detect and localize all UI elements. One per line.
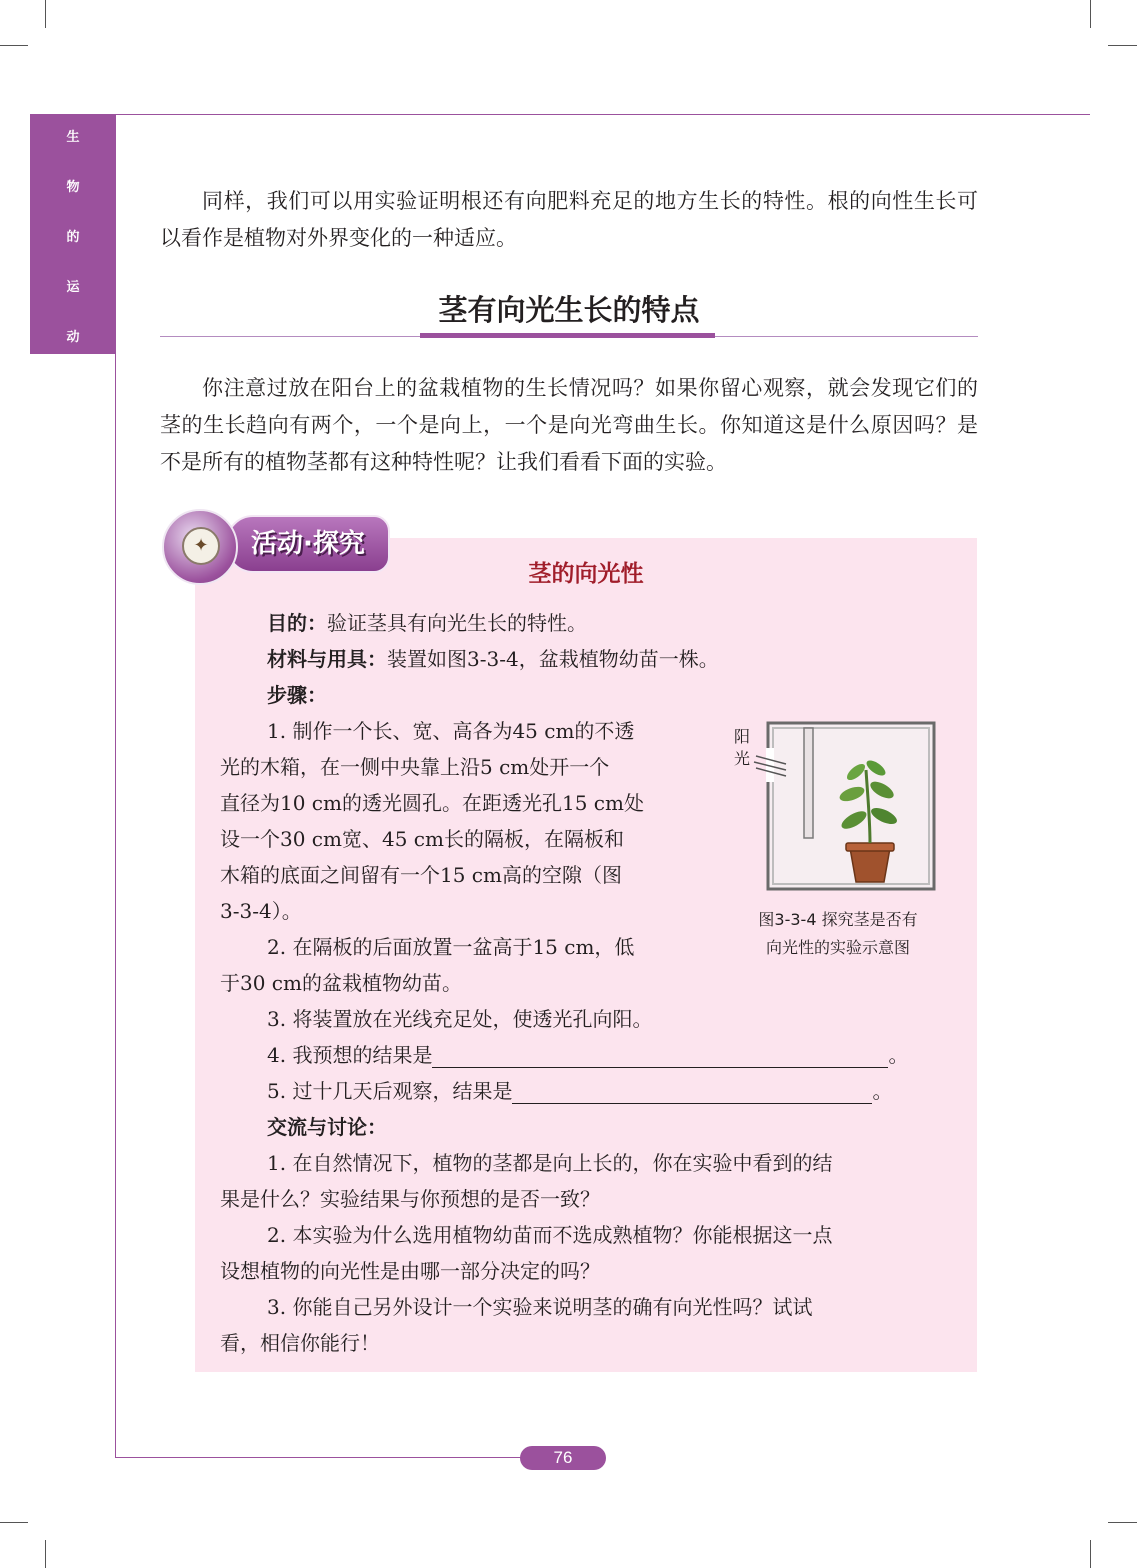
top-rule [116, 114, 1090, 115]
step1-line: 1. 制作一个长、宽、高各为45 cm的不透 [267, 719, 635, 743]
sidebar-char: 运 [66, 280, 80, 295]
step4-line [267, 1037, 908, 1073]
purpose-text: 验证茎具有向光生长的特性。 [327, 611, 587, 635]
section-title-underline [420, 333, 715, 338]
figure-caption-line: 向光性的实验示意图 [765, 938, 910, 957]
materials-label: 材料与用具： [267, 647, 387, 671]
end-mark: 。 [888, 1043, 909, 1067]
step1-line: 直径为10 cm的透光圆孔。在距透光孔15 cm处 [220, 791, 644, 815]
intro-paragraph: 同样，我们可以用实验证明根还有向肥料充足的地方生长的特性。根的向性生长可以看作是植物对外界变化的一种适应。 [160, 189, 978, 250]
discussion-line: 果是什么？实验结果与你预想的是否一致？ [220, 1187, 600, 1211]
discussion-line: 设想植物的向光性是由哪一部分决定的吗？ [220, 1259, 600, 1283]
step2-line: 于30 cm的盆栽植物幼苗。 [220, 971, 462, 995]
figure-caption-line: 图3-3-4 探究茎是否有 [758, 910, 918, 929]
sidebar-char: 物 [66, 180, 80, 195]
compass-icon: ✦ [182, 527, 220, 565]
step1-line: 3-3-4）。 [220, 899, 302, 923]
step3-line: 3. 将装置放在光线充足处，使透光孔向阳。 [267, 1007, 653, 1031]
discussion-line: 1. 在自然情况下，植物的茎都是向上长的，你在实验中看到的结 [267, 1151, 833, 1175]
step5-line [267, 1073, 892, 1109]
experiment-box-illustration [728, 720, 940, 898]
step1-line: 光的木箱，在一侧中央靠上沿5 cm处开一个 [220, 755, 610, 779]
discussion-line: 3. 你能自己另外设计一个实验来说明茎的确有向光性吗？试试 [267, 1295, 813, 1319]
bottom-rule [115, 1457, 535, 1458]
section-title: 茎有向光生长的特点 [438, 293, 700, 327]
activity-title: 茎的向光性 [528, 561, 644, 587]
discussion-label: 交流与讨论： [267, 1115, 387, 1139]
figure-caption [728, 906, 948, 962]
discussion-line: 2. 本实验为什么选用植物幼苗而不选成熟植物？你能根据这一点 [267, 1223, 833, 1247]
sidebar-char: 生 [66, 130, 80, 145]
sun-label: 光 [734, 749, 751, 768]
result-blank[interactable] [512, 1077, 872, 1104]
step1-line: 设一个30 cm宽、45 cm长的隔板，在隔板和 [220, 827, 624, 851]
step4-text: 4. 我预想的结果是 [267, 1043, 433, 1067]
prediction-blank[interactable] [432, 1041, 888, 1068]
end-mark: 。 [872, 1079, 893, 1103]
section-paragraph: 你注意过放在阳台上的盆栽植物的生长情况吗？如果你留心观察，就会发现它们的茎的生长趋向有两个，一个是向上，一个是向光弯曲生长。你知道这是什么原因吗？是不是所有的植物茎都有这种特性呢？让我们看看下面的实验。 [160, 376, 978, 474]
sidebar-char: 的 [66, 230, 80, 245]
step5-text: 5. 过十几天后观察，结果是 [267, 1079, 513, 1103]
chapter-sidebar [30, 114, 116, 354]
purpose-label: 目的： [267, 611, 327, 635]
materials-text: 装置如图3-3-4，盆栽植物幼苗一株。 [387, 647, 719, 671]
purpose-line [267, 605, 587, 641]
steps-label: 步骤： [267, 683, 327, 707]
materials-line [267, 641, 719, 677]
step2-line: 2. 在隔板的后面放置一盆高于15 cm，低 [267, 935, 635, 959]
step1-line: 木箱的底面之间留有一个15 cm高的空隙（图 [220, 863, 622, 887]
left-rule [115, 354, 116, 1458]
activity-badge-label: 活动·探究 [226, 515, 390, 573]
sun-label: 阳 [734, 727, 751, 746]
discussion-line: 看，相信你能行！ [220, 1331, 380, 1355]
page-number: 76 [520, 1446, 606, 1470]
sidebar-char: 动 [66, 330, 80, 345]
